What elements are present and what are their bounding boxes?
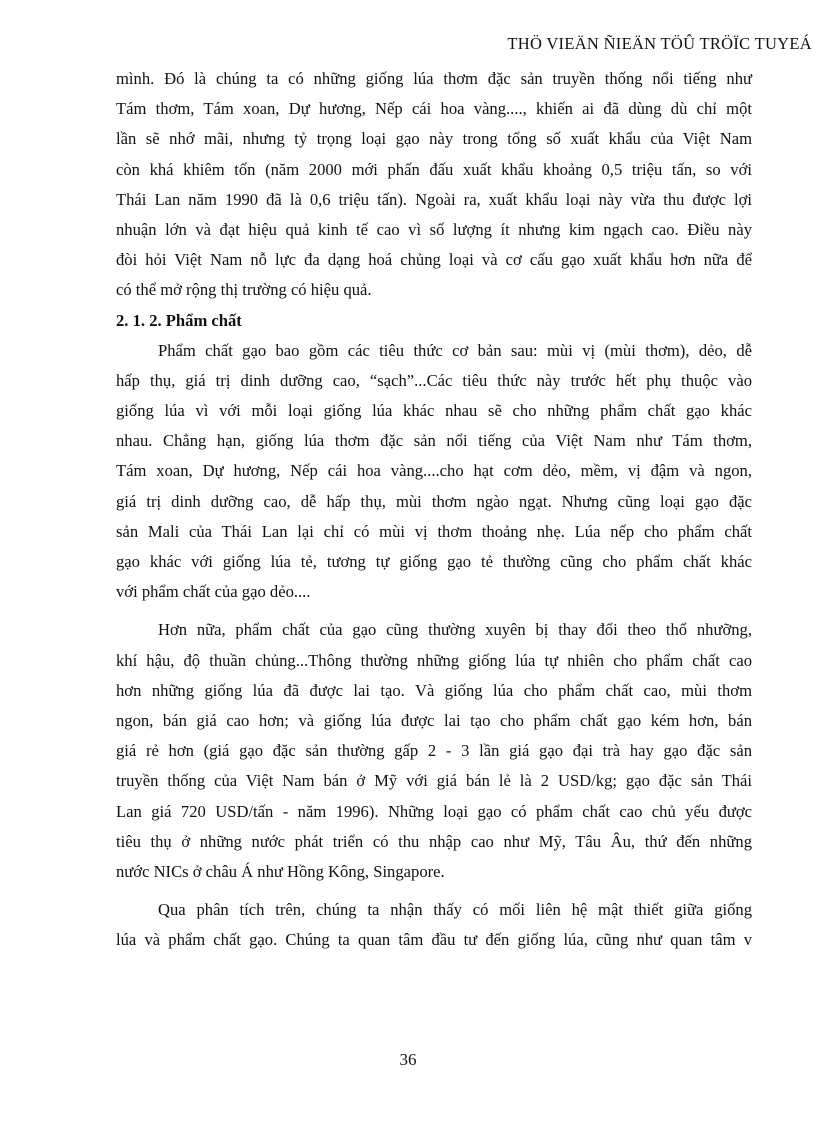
paragraph-1 [116, 64, 752, 306]
text-line: Lan giá 720 USD/tấn - năm 1996). Những loại gạo có phẩm chất cao chủ yếu được [116, 801, 752, 821]
text-line: hấp thụ, giá trị dinh dưỡng cao, “sạch”...Các tiêu thức này trước hết phụ thuộc vào [116, 370, 752, 390]
text-line: giá rẻ hơn (giá gạo đặc sản thường gấp 2 - 3 lần giá gạo đại trà hay gạo đặc sản [116, 741, 752, 761]
text-line: gạo khác với giống lúa tẻ, tương tự giống gạo tẻ thường cũng cho phẩm chất khác [116, 552, 752, 571]
text-line: sản Mali của Thái Lan lại chỉ có mùi vị thơm thoảng nhẹ. Lúa nếp cho phẩm chất [116, 521, 752, 541]
text-line: lần sẽ nhớ mãi, nhưng tỷ trọng loại gạo này trong tổng số xuất khẩu của Việt Nam [116, 129, 752, 149]
text-line: ngon, bán giá cao hơn; và giống lúa được lai tạo cho phẩm chất gạo kém hơn, bán [116, 710, 752, 730]
text-line: giá trị dinh dưỡng cao, dễ hấp thụ, mùi thơm ngào ngạt. Nhưng cũng loại gạo đặc [116, 491, 752, 511]
text-line: mình. Đó là chúng ta có những giống lúa thơm đặc sản truyền thống nổi tiếng như [116, 69, 752, 88]
text-line: lúa và phẩm chất gạo. Chúng ta quan tâm đầu tư đến giống lúa, cũng như quan tâm v [116, 930, 752, 950]
text-line: giống lúa vì với mỗi loại giống lúa khác nhau sẽ cho những phẩm chất gạo khác [116, 401, 752, 421]
text-line: có thể mở rộng thị trường có hiệu quả. [116, 280, 372, 300]
text-line: truyền thống của Việt Nam bán ở Mỹ với giá bán lẻ là 2 USD/kg; gạo đặc sản Thái [116, 771, 752, 791]
text-line: với phẩm chất của gạo dẻo.... [116, 582, 311, 602]
paragraph-4 [116, 895, 752, 955]
paragraph-2 [116, 336, 752, 608]
text-line: Tám thơm, Tám xoan, Dự hương, Nếp cái hoa vàng...., khiến ai đã dùng dù chỉ một [116, 99, 752, 119]
page-body [116, 64, 752, 955]
text-line: Qua phân tích trên, chúng ta nhận thấy có mối liên hệ mật thiết giữa giống [158, 900, 752, 920]
text-line: nước NICs ở châu Á như Hồng Kông, Singapore. [116, 861, 445, 881]
text-line: hơn những giống lúa đã được lai tạo. Và giống lúa cho phẩm chất cao, mùi thơm [116, 680, 752, 700]
text-line: Phẩm chất gạo bao gồm các tiêu thức cơ bản sau: mùi vị (mùi thơm), dẻo, dễ [158, 340, 752, 360]
text-line: tiêu thụ ở những nước phát triển có thu nhập cao như Mỹ, Tâu Âu, thứ đến những [116, 831, 752, 851]
text-line: nhuận lớn và đạt hiệu quả kinh tế cao vì số lượng ít nhưng kim ngạch cao. Điều này [116, 219, 752, 239]
text-line: nhau. Chẳng hạn, giống lúa thơm đặc sản nổi tiếng của Việt Nam như Tám thơm, [116, 431, 752, 451]
section-heading: 2. 1. 2. Phẩm chất [116, 310, 242, 330]
text-line: Tám xoan, Dự hương, Nếp cái hoa vàng....cho hạt cơm dẻo, mềm, vị đậm và ngon, [116, 461, 752, 481]
running-header: THÖ VIEÄN ÑIEÄN TÖÛ TRÖÏC TUYEÁ [507, 34, 812, 53]
text-line: Hơn nữa, phẩm chất của gạo cũng thường xuyên bị thay đổi theo thổ nhưỡng, [158, 620, 752, 640]
text-line: đòi hỏi Việt Nam nỗ lực đa dạng hoá chủng loại và cơ cấu gạo xuất khẩu hơn nữa để [116, 250, 752, 270]
text-line: khí hậu, độ thuần chủng...Thông thường những giống lúa tự nhiên cho phẩm chất cao [116, 650, 752, 670]
page-number: 36 [399, 1050, 417, 1069]
paragraph-3 [116, 615, 752, 887]
text-line: còn khá khiêm tốn (năm 2000 mới phấn đấu xuất khẩu khoảng 0,5 triệu tấn, so với [116, 159, 752, 179]
text-line: Thái Lan năm 1990 đã là 0,6 triệu tấn). Ngoài ra, xuất khẩu loại này vừa thu được lợi [116, 189, 752, 209]
